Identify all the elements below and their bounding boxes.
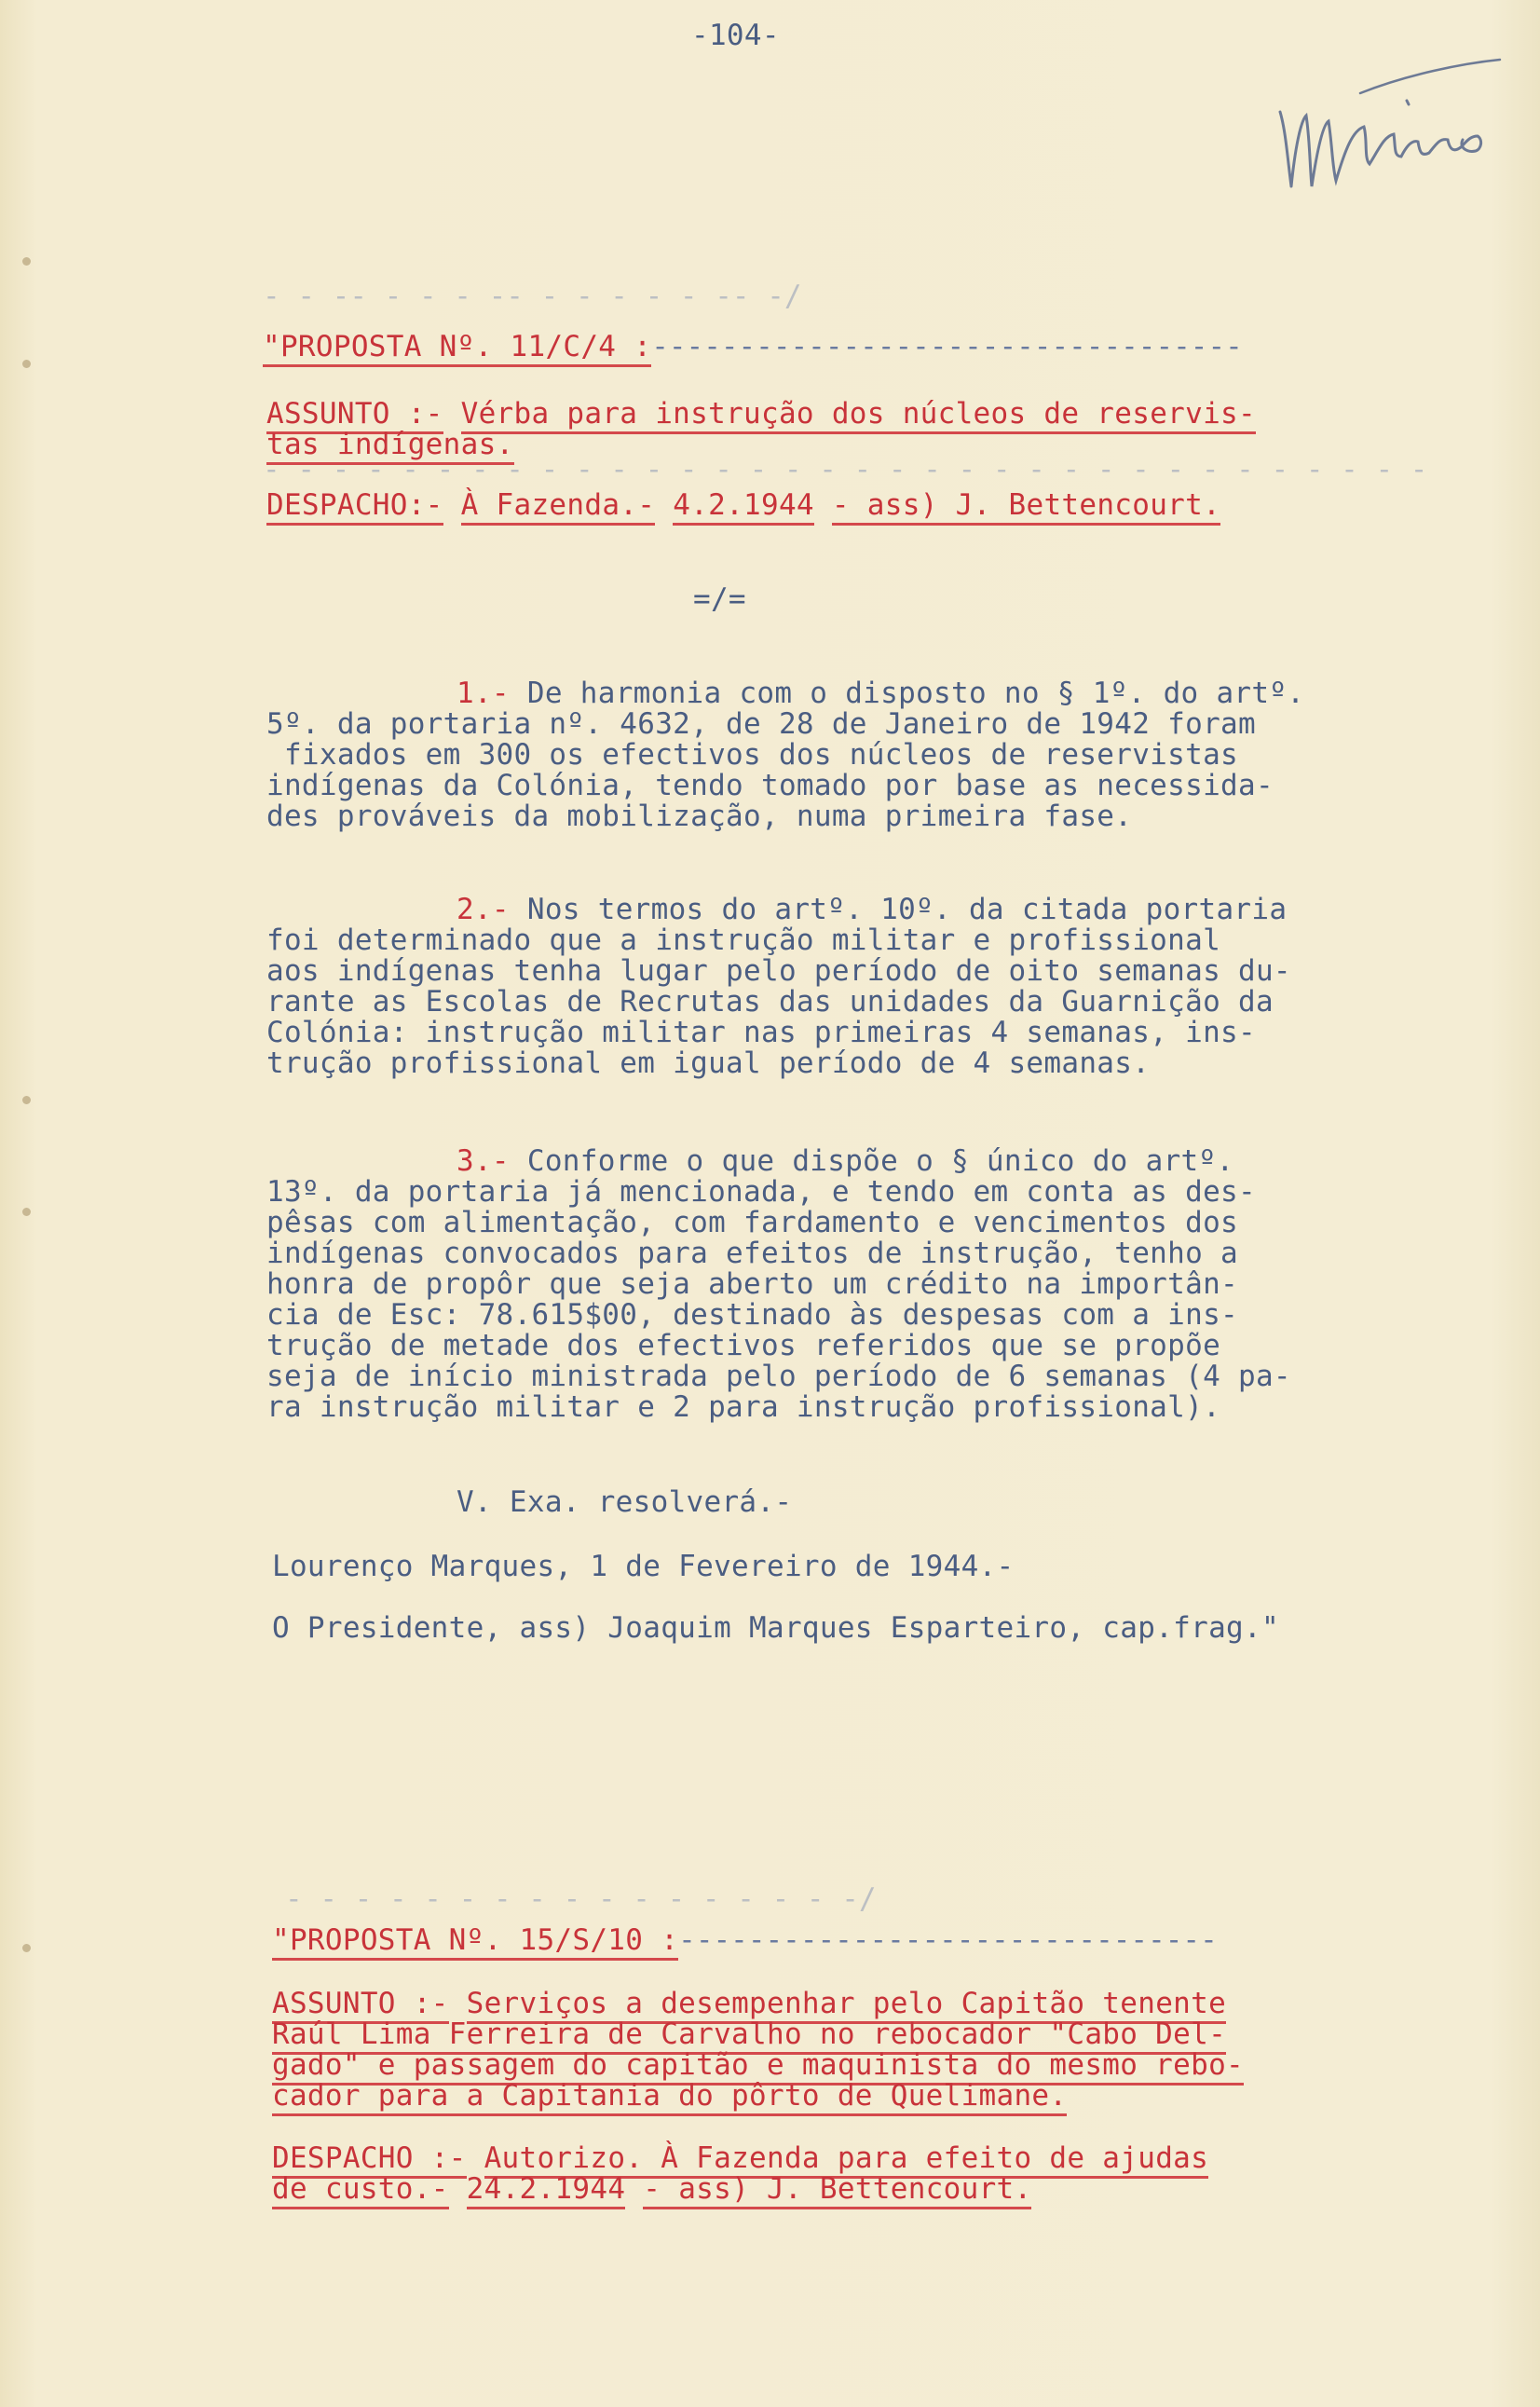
assunto-label: ASSUNTO :- xyxy=(266,397,443,434)
paragraph-3-line: pêsas com alimentação, com fardamento e vencimentos dos xyxy=(266,1206,1238,1239)
despacho-label: DESPACHO:- xyxy=(266,488,443,526)
paragraph-3-line: honra de propôr que seja aberto um crédito na importân- xyxy=(266,1267,1238,1301)
proposal-1-title-row xyxy=(263,332,1243,363)
bleed-through: - - -- - - - -- - - - - - -- -/ xyxy=(263,280,802,313)
despacho-row-2: de custo.- 24.2.1944 - ass) J. Bettencourt. xyxy=(272,2174,1031,2206)
paragraph-number: 3.- xyxy=(457,1144,510,1178)
proposal-1-title: "PROPOSTA Nº. 11/C/4 : xyxy=(263,330,651,367)
paragraph-2-line: foi determinado que a instrução militar e profissional xyxy=(266,923,1221,957)
paragraph-1-line: 5º. da portaria nº. 4632, de 28 de Janeiro de 1942 foram xyxy=(266,707,1256,741)
paragraph-1-line: 1.- De harmonia com o disposto no § 1º. do artº. xyxy=(457,677,1305,710)
assunto-row-4: cador para a Capitania do pôrto de Quelimane. xyxy=(272,2081,1067,2113)
despacho-date: 4.2.1944 xyxy=(673,488,814,526)
paragraph-2-line: 2.- Nos termos do artº. 10º. da citada portaria xyxy=(457,893,1288,926)
signatory-line: O Presidente, ass) Joaquim Marques Esparteiro, cap.frag." xyxy=(272,1611,1279,1645)
punch-hole xyxy=(22,1096,31,1104)
paragraph-3-line: trução de metade dos efectivos referidos que se propõe xyxy=(266,1329,1221,1362)
section-separator: =/= xyxy=(693,582,746,616)
place-and-date: Lourenço Marques, 1 de Fevereiro de 1944.- xyxy=(272,1550,1015,1583)
assunto-text: Vérba para instrução dos núcleos de reservis- xyxy=(461,397,1256,434)
despacho-text: À Fazenda.- xyxy=(461,488,656,526)
despacho-signature: - ass) J. Bettencourt. xyxy=(832,488,1220,526)
despacho-row-1 xyxy=(272,2143,1208,2175)
paragraph-1-line: fixados em 300 os efectivos dos núcleos de reservistas xyxy=(266,738,1238,772)
assunto-row-1 xyxy=(272,1989,1226,2020)
punch-hole xyxy=(22,257,31,266)
despacho-text: Autorizo. À Fazenda para efeito de ajudas xyxy=(484,2141,1209,2179)
assunto-text: Serviços a desempenhar pelo Capitão tenente xyxy=(467,1987,1226,2024)
handwritten-signature xyxy=(1267,56,1509,205)
paragraph-3-line: ra instrução militar e 2 para instrução profissional). xyxy=(266,1390,1221,1424)
paragraph-3-line: seja de início ministrada pelo período de 6 semanas (4 pa- xyxy=(266,1360,1291,1393)
proposal-2-title: "PROPOSTA Nº. 15/S/10 : xyxy=(272,1923,678,1961)
punch-hole xyxy=(22,1944,31,1952)
bleed-through: - - - - - - - - - - - - - - - - - - - - - - - - - - - - - - - - - - xyxy=(263,453,1428,486)
bleed-through: - - - - - - - - - - - - - - - - -/ xyxy=(285,1882,877,1916)
paragraph-1-line: indígenas da Colónia, tendo tomado por base as necessida- xyxy=(266,769,1274,802)
assunto-row-2: Raúl Lima Ferreira de Carvalho no rebocador "Cabo Del- xyxy=(272,2019,1226,2051)
despacho-signature: - ass) J. Bettencourt. xyxy=(643,2172,1031,2209)
punch-hole xyxy=(22,360,31,368)
paragraph-3-line: 3.- Conforme o que dispõe o § único do artº. xyxy=(457,1144,1234,1178)
paragraph-2-line: aos indígenas tenha lugar pelo período de oito semanas du- xyxy=(266,954,1291,988)
assunto-row-3: gado" e passagem do capitão e maquinista do mesmo rebo- xyxy=(272,2050,1244,2082)
assunto-row-1 xyxy=(266,399,1256,431)
paragraph-3-line: indígenas convocados para efeitos de instrução, tenho a xyxy=(266,1237,1238,1270)
proposal-2-title-row xyxy=(272,1925,1218,1957)
despacho-label: DESPACHO :- xyxy=(272,2141,467,2179)
title-dashes: ---------------------------------- xyxy=(651,330,1243,363)
paragraph-2-line: Colónia: instrução militar nas primeiras 4 semanas, ins- xyxy=(266,1016,1256,1049)
despacho-date: 24.2.1944 xyxy=(467,2172,626,2209)
closing-formula: V. Exa. resolverá.- xyxy=(457,1485,793,1519)
assunto-row-2 xyxy=(266,430,514,461)
paragraph-1-line: des prováveis da mobilização, numa primeira fase. xyxy=(266,800,1133,833)
paragraph-number: 1.- xyxy=(457,677,510,710)
paragraph-3-line: 13º. da portaria já mencionada, e tendo em conta as des- xyxy=(266,1175,1256,1209)
paragraph-2-line: trução profissional em igual período de 4 semanas. xyxy=(266,1046,1151,1080)
paragraph-3-line: cia de Esc: 78.615$00, destinado às despesas com a ins- xyxy=(266,1298,1238,1332)
punch-hole xyxy=(22,1208,31,1216)
page-number: -104- xyxy=(691,19,780,52)
paragraph-number: 2.- xyxy=(457,893,510,926)
paragraph-2-line: rante as Escolas de Recrutas das unidades da Guarnição da xyxy=(266,985,1274,1019)
title-dashes: ------------------------------- xyxy=(678,1923,1218,1957)
assunto-label: ASSUNTO :- xyxy=(272,1987,449,2024)
despacho-row xyxy=(266,490,1220,522)
assunto-text: tas indígenas. xyxy=(266,428,514,465)
